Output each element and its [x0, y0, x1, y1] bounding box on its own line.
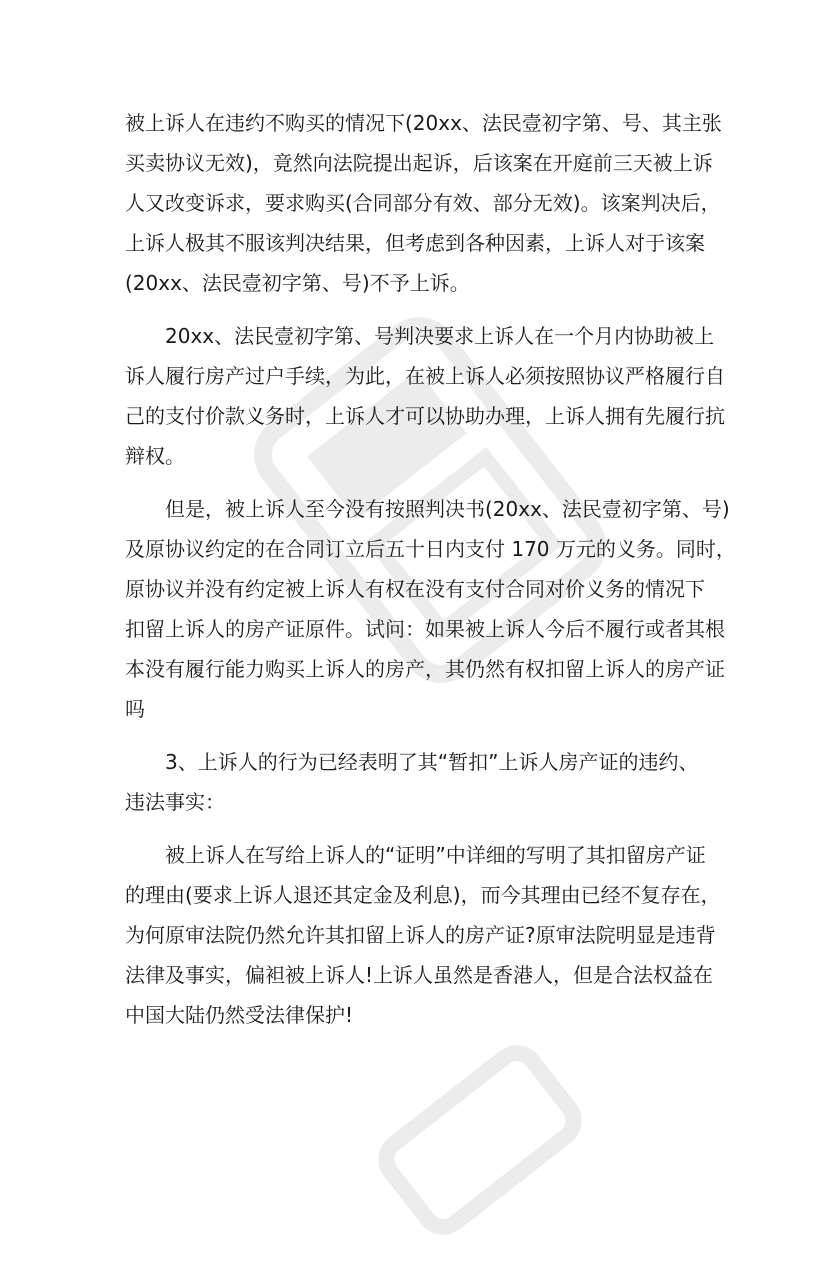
- text-line: 上诉人极其不服该判决结果，但考虑到各种因素，上诉人对于该案: [125, 231, 705, 255]
- text-line: 中国大陆仍然受法律保护!: [125, 1003, 354, 1027]
- paragraph-1: [125, 103, 722, 303]
- text-line: 3、上诉人的行为已经表明了其“暂扣”上诉人房产证的违约、: [165, 750, 699, 774]
- paragraph-3: [125, 489, 736, 729]
- document-body: [125, 103, 736, 1048]
- text-line: 买卖协议无效)，竟然向法院提出起诉，后该案在开庭前三天被上诉: [125, 151, 713, 175]
- paragraph-4-section-heading: [125, 742, 715, 822]
- text-line: 法律及事实，偏袒被上诉人!上诉人虽然是香港人，但是合法权益在: [125, 963, 714, 987]
- text-line: 被上诉人在违约不购买的情况下(20xx、法民壹初字第、号、其主张: [125, 111, 722, 135]
- text-line: 20xx、法民壹初字第、号判决要求上诉人在一个月内协助被上: [165, 324, 715, 348]
- text-line: 被上诉人在写给上诉人的“证明”中详细的写明了其扣留房产证: [165, 843, 706, 867]
- text-line: 吗: [125, 697, 145, 721]
- text-line: 原协议并没有约定被上诉人有权在没有支付合同对价义务的情况下: [125, 577, 705, 601]
- paragraph-5: [125, 835, 721, 1035]
- paragraph-2: [125, 316, 725, 476]
- text-line: 本没有履行能力购买上诉人的房产，其仍然有权扣留上诉人的房产证: [125, 657, 725, 681]
- watermark-fragment-icon: [364, 1031, 595, 1249]
- text-line: 辩权。: [125, 444, 185, 468]
- text-line: 及原协议约定的在合同订立后五十日内支付 170 万元的义务。同时，: [125, 537, 736, 561]
- text-line: 人又改变诉求，要求购买(合同部分有效、部分无效)。该案判决后，: [125, 191, 721, 215]
- text-line: 违法事实：: [125, 790, 225, 814]
- text-line: 诉人履行房产过户手续，为此，在被上诉人必须按照协议严格履行自: [125, 364, 725, 388]
- watermark-fragment: [364, 1031, 595, 1249]
- text-line: (20xx、法民壹初字第、号)不予上诉。: [125, 271, 470, 295]
- text-line: 己的支付价款义务时，上诉人才可以协助办理，上诉人拥有先履行抗: [125, 404, 725, 428]
- text-line: 为何原审法院仍然允许其扣留上诉人的房产证?原审法院明显是违背: [125, 923, 716, 947]
- text-line: 扣留上诉人的房产证原件。试问：如果被上诉人今后不履行或者其根: [125, 617, 725, 641]
- text-line: 的理由(要求上诉人退还其定金及利息)，而今其理由已经不复存在，: [125, 883, 721, 907]
- text-line: 但是，被上诉人至今没有按照判决书(20xx、法民壹初字第、号): [165, 497, 730, 521]
